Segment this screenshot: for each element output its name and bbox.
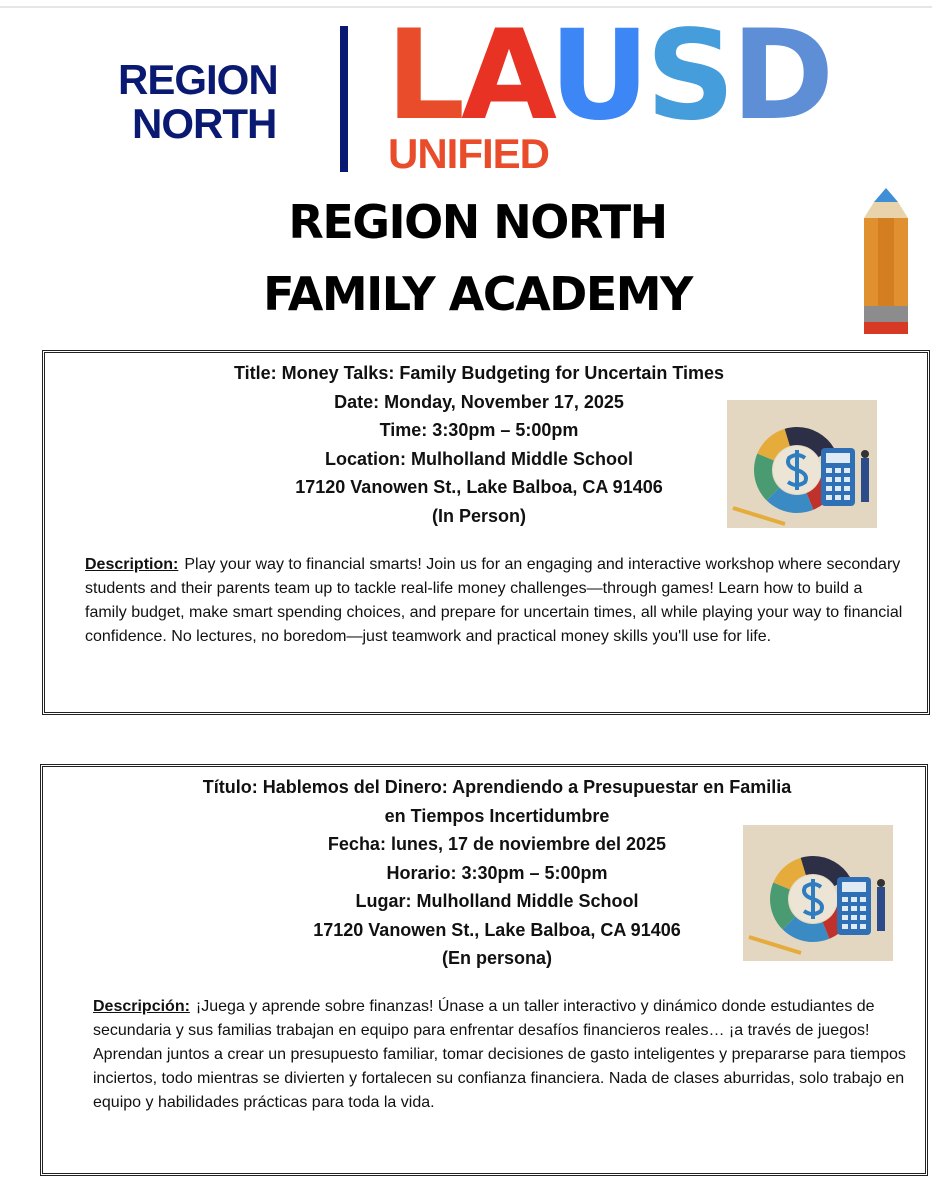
budget-chart-calculator-icon	[727, 400, 877, 528]
event-title: Title: Money Talks: Family Budgeting for Uncertain Times	[233, 363, 725, 383]
event-location: Location: Mulholland Middle School	[325, 448, 633, 469]
unified-wordmark: UNIFIED	[388, 130, 549, 177]
lausd-wordmark	[386, 4, 831, 148]
region-north-wordmark	[118, 58, 278, 146]
page-title-line2: FAMILY ACADEMY	[263, 267, 692, 321]
lausd-letter: U	[549, 4, 646, 148]
event-format: (In Person)	[431, 505, 526, 526]
pencil-icon	[862, 188, 910, 334]
event-time: Horario: 3:30pm – 5:00pm	[386, 862, 608, 883]
event-time: Time: 3:30pm – 5:00pm	[379, 420, 579, 440]
budget-illustration	[727, 400, 877, 528]
event-date: Date: Monday, November 17, 2025	[334, 391, 624, 412]
event-location: Lugar: Mulholland Middle School	[355, 891, 639, 911]
north-text: NORTH	[132, 100, 277, 147]
budget-illustration	[743, 825, 893, 961]
event-description	[93, 995, 913, 1115]
lausd-letter: A	[461, 4, 550, 148]
budget-chart-calculator-icon	[743, 825, 893, 961]
event-address: 17120 Vanowen St., Lake Balboa, CA 91406	[313, 919, 681, 940]
description-label: Descripción:	[93, 998, 190, 1015]
lausd-letter: D	[731, 4, 831, 148]
event-card-english	[42, 350, 930, 715]
lausd-letter: S	[645, 4, 732, 148]
event-address: 17120 Vanowen St., Lake Balboa, CA 91406	[295, 477, 663, 497]
lausd-letter: L	[386, 4, 462, 148]
event-format: (En persona)	[441, 948, 552, 968]
event-title: Título: Hablemos del Dinero: Aprendiendo a Presupuestar en Familia	[202, 777, 792, 797]
lausd-region-north-logo	[0, 0, 932, 190]
event-card-spanish	[40, 764, 928, 1176]
description-text: Play your way to financial smarts! Join us for an engaging and interactive workshop where secondary students and their parents team up to tackle real-life money challenges—through games! Learn how to build a family budget, make smart spending choices, and prepare for uncertain times, all while playing your way to financial confidence. No lectures, no boredom—just teamwork and practical money skills you'll use for life.	[85, 556, 903, 645]
event-description	[85, 553, 905, 649]
logo-divider	[340, 26, 348, 172]
event-title-cont: en Tiempos Incertidumbre	[384, 805, 610, 826]
page-title-line1: REGION NORTH	[288, 195, 667, 249]
event-date: Fecha: lunes, 17 de noviembre del 2025	[327, 834, 667, 854]
description-label: Description:	[85, 556, 179, 573]
region-text: REGION	[118, 56, 278, 103]
description-text: ¡Juega y aprende sobre finanzas! Únase a un taller interactivo y dinámico donde estudiantes de secundaria y sus familias trabajan en equipo para enfrentar desafíos financieros reales… ¡a través de juegos! Aprendan juntos a crear un presupuesto familiar, tomar decisiones de gasto inteligentes y prepararse para tiempos inciertos, todo mientras se divierten y fortalecen su confianza financiera. Nada de clases aburridas, solo trabajo en equipo y habilidades prácticas para toda la vida.	[93, 998, 906, 1111]
